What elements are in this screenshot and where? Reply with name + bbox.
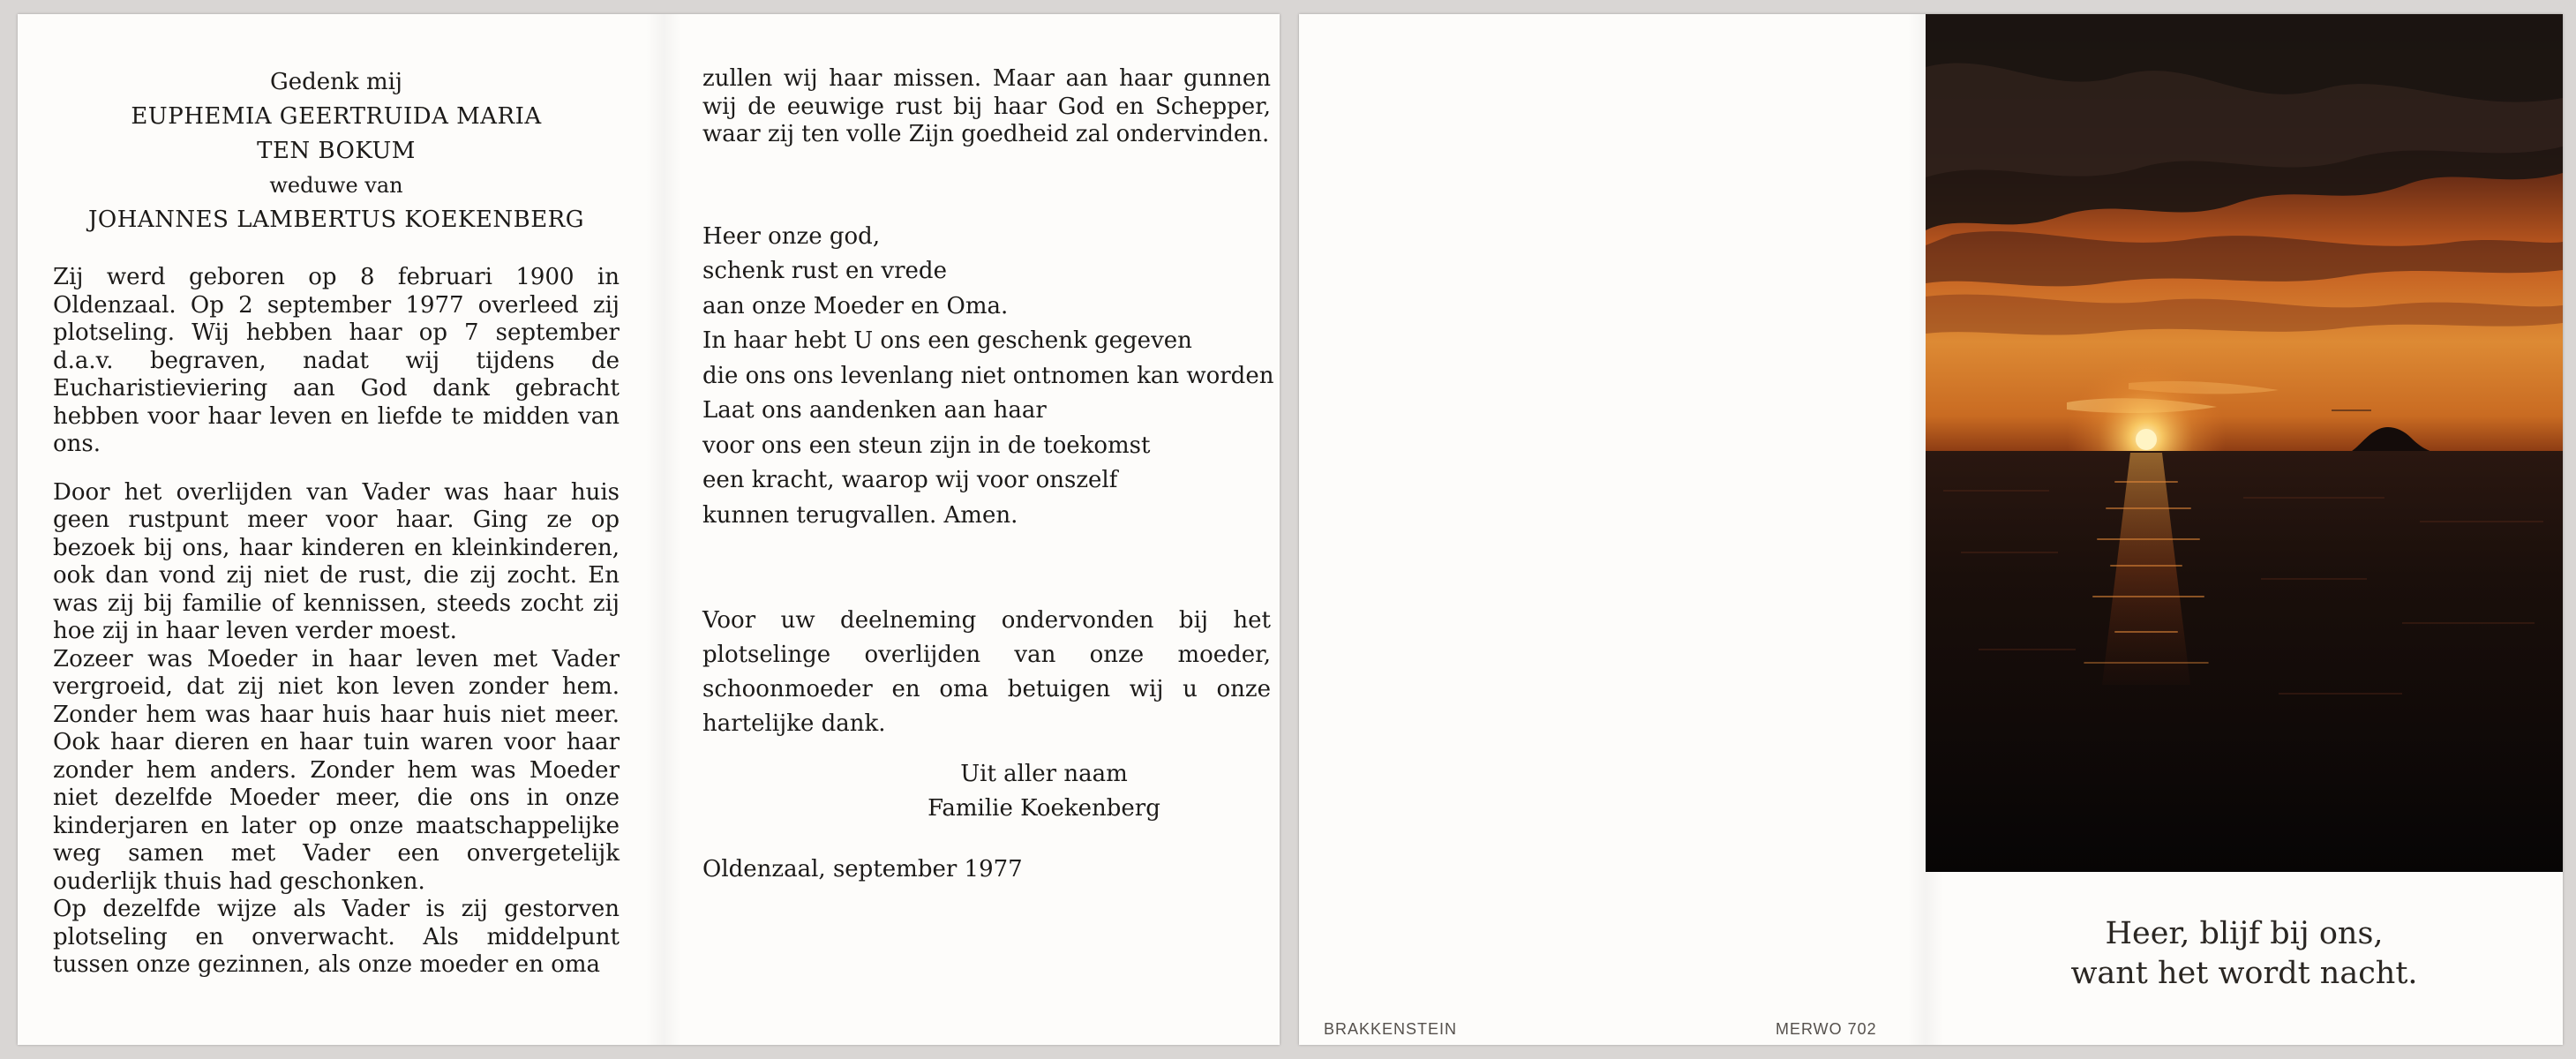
caption-line2: want het wordt nacht. — [2070, 956, 2418, 991]
card-header — [53, 65, 620, 237]
thanks-text: Voor uw deelneming ondervonden bij het plotselinge overlijden van onze moeder, schoonmoeder en oma betuigen wij u onze hartelijke dank. — [702, 607, 1271, 737]
prayer-line: die ons ons levenlang niet ontnomen kan worden — [702, 362, 1274, 389]
sunset-over-sea-image — [1926, 14, 2563, 872]
bio-paragraph: Op dezelfde wijze als Vader is zij gestorven plotseling en onverwacht. Als middelpunt tussen onze gezinnen, als onze moeder en oma — [53, 896, 620, 978]
prayer-line: voor ons een steun zijn in de toekomst — [702, 432, 1151, 459]
card-outside-sheet — [1299, 14, 2563, 1045]
prayer-line: Laat ons aandenken aan haar — [702, 397, 1047, 424]
signature-family: Familie Koekenberg — [928, 795, 1160, 822]
scripture-caption — [1926, 914, 2563, 994]
signature — [702, 757, 1271, 826]
prayer-line: kunnen terugvallen. Amen. — [702, 501, 1018, 529]
prayer-line: een kracht, waarop wij voor onszelf — [702, 467, 1118, 493]
panel-biography — [53, 65, 620, 980]
sunset-photo — [1926, 14, 2563, 872]
prayer-line: In haar hebt U ons een geschenk gegeven — [702, 327, 1192, 354]
husband-name: JOHANNES LAMBERTUS KOEKENBERG — [87, 207, 585, 233]
caption-line1: Heer, blijf bij ons, — [2105, 916, 2384, 951]
publisher-imprint: BRAKKENSTEIN — [1324, 1020, 1458, 1038]
fold-line — [646, 14, 681, 1045]
panel-prayer — [702, 65, 1274, 887]
widow-of: weduwe van — [269, 173, 403, 198]
signature-line1: Uit aller naam — [960, 761, 1128, 787]
header-remember: Gedenk mij — [270, 69, 402, 95]
deceased-name: EUPHEMIA GEERTRUIDA MARIA — [131, 103, 542, 130]
prayer — [702, 220, 1274, 534]
deceased-surname: TEN BOKUM — [257, 138, 416, 164]
product-code: MERWO 702 — [1776, 1020, 1877, 1038]
biography-text — [53, 264, 620, 980]
bio-paragraph: Door het overlijden van Vader was haar huis geen rustpunt meer voor haar. Ging ze op bezoek bij ons, haar kinderen en kleinkinderen, ook dan vond zij niet de rust, die zij zocht. En was zij bij familie of kennissen, steeds zocht zij hoe zij in haar leven verder moest. — [53, 478, 620, 644]
bio-paragraph: Zij werd geboren op 8 februari 1900 in Oldenzaal. Op 2 september 1977 overleed zij plotseling. Wij hebben haar op 7 september d.a.v. begraven, nadat wij tijdens de Eucharistieviering aan God dank gebracht hebben voor haar leven en liefde te midden van ons. — [53, 264, 620, 457]
bio-paragraph: Zozeer was Moeder in haar leven met Vader vergroeid, dat zij niet kon leven zonder hem. Zonder hem was haar huis haar huis niet meer. Ook haar dieren en haar tuin waren voor haar zonder hem anders. Zonder hem was Moeder niet dezelfde Moeder meer, die ons in onze kinderjaren en later op onze maatschappelijke weg samen met Vader een onvergetelijk ouderlijk thuis had geschonken. — [53, 645, 620, 895]
bio-continuation: zullen wij haar missen. Maar aan haar gunnen wij de eeuwige rust bij haar God en Schepper, waar zij ten volle Zijn goedheid zal ondervinden. — [702, 65, 1271, 147]
prayer-line: Heer onze god, — [702, 222, 881, 250]
card-inside-sheet — [18, 14, 1280, 1045]
place-date: Oldenzaal, september 1977 — [702, 856, 1023, 882]
prayer-line: aan onze Moeder en Oma. — [702, 292, 1009, 319]
prayer-line: schenk rust en vrede — [702, 258, 947, 284]
